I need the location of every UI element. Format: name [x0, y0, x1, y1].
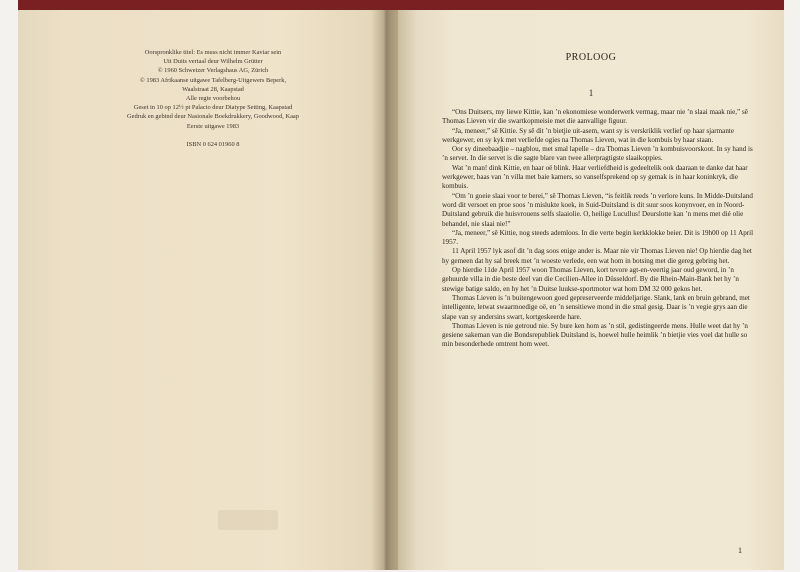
chapter-number: 1 [588, 88, 594, 98]
book-spread [18, 10, 784, 570]
colophon-line: Geset in 10 op 12½ pt Palacio deur Diatype Setting, Kaapstad [133, 104, 293, 112]
colophon-line: Eerste uitgawe 1983 [186, 122, 240, 130]
paragraph: Op hierdie 11de April 1957 woon Thomas Lieven, kort tevore agt-en-veertig jaar oud geword, in ’n gehuurde villa in die beste deel van die Cecilien-Allee in Düsseldorf. By die Rhein-Main-Bank het hy ’n stewige batige saldo, en hy het ’n Duitse luukse-sportmotor wat hom DM 32 000 gekos het. [442, 266, 739, 293]
paragraph: Oor sy dineebaadjie – nagblou, met smal lapelle – dra Thomas Lieven ’n kombuisvoorskoot. In sy hand is ’n servet. In die servet is die sagte blare van twee allerpragtigste slaaikoppies. [442, 145, 753, 163]
colophon [98, 48, 328, 149]
colophon-line: Gedruk en gebind deur Nasionale Boekdrukkery, Goodwood, Kaap [127, 113, 299, 121]
left-page [18, 10, 398, 570]
paragraph: 11 April 1957 lyk asof dit ’n dag soos enige ander is. Maar nie vir Thomas Lieven nie! Op hierdie dag het hy gemeen dat hy sal breek met ’n woeste verlede, een wat hom in botsing met die gereg gebring het. [442, 247, 752, 265]
body-text [442, 108, 758, 350]
colophon-line: Uit Duits vertaal deur Wilhelm Grütter [163, 58, 263, 66]
right-page [398, 10, 784, 570]
paragraph: Wat ’n man! dink Kittie, en haar oë blink. Haar verliefdheid is gedeeltelik ook daaraan te danke dat haar werkgewer, baas van ’n villa met baie kamers, so vanselfsprekend op sy gemak is in haar koninkryk, die kombuis. [442, 163, 748, 191]
paragraph: “Ons Duitsers, my liewe Kittie, kan ’n ekonomiese wonderwerk vermag, maar nie ’n slaai maak nie,” sê Thomas Lieven vir die swartkopmeisie met die aanvallige figuur. [442, 108, 748, 126]
paragraph: “Ja, meneer,” sê Kittie. Sy sê dit ’n bietjie uit-asem, want sy is verskriklik verlief op haar sjarmante werkgewer, en sy kyk met verliefde ogies na Thomas Lieven, wat in die kombuis by haar staan. [442, 126, 735, 144]
isbn: ISBN 0 624 01960 8 [186, 140, 240, 148]
page-number: 1 [738, 546, 742, 555]
colophon-line: © 1960 Schweizer Verlagshaus AG, Zürich [157, 67, 269, 75]
paper-stain [218, 510, 278, 530]
paragraph: Thomas Lieven is nie getroud nie. Sy bure ken hom as ’n stil, gedistingeerde mens. Hulle weet dat hy ’n gesiene sakeman van die Bondsrepubliek Duitsland is, hoewel hulle heimlik ’n bietjie vies voel dat hulle so min besonderhede omtrent hom weet. [442, 321, 748, 349]
paragraph: Thomas Lieven is ’n buitengewoon goed gepreserveerde middeljarige. Slank, lank en bruin gebrand, met intelligente, letwat swaarmoedige oë, en ’n sensitiewe mond in die smal gesig. Daar is ’n vegie grys aan die slape van sy andersins swart, kortgeskeerde hare. [442, 293, 750, 321]
paragraph: “Ja, meneer,” sê Kittie, nog steeds ademloos. In die verte begin kerkklokke beier. Dit is 19h00 op 11 April 1957. [442, 228, 754, 247]
paragraph: “Om ’n goeie slaai voor te berei,” sê Thomas Lieven, “is feitlik reeds ’n verlore kuns. In Midde-Duitsland word dit versoet en proe soos ’n mislukte koek, in Suid-Duitsland is dit suur soos konynvoer, en in Noord-Duitsland gebruik die huisvrouens selfs slaaiolie. O, heilige Lucullus! Deurslotte kan ’n mens met dié olie behandel, nie slaai nie!” [442, 191, 753, 228]
colophon-line: Waalstraat 28, Kaapstad [182, 85, 244, 93]
colophon-line: © 1983 Afrikaanse uitgawe Tafelberg-Uitgewers Beperk, [139, 76, 287, 84]
colophon-line: Oorspronklike titel: Es muss nicht immer Kaviar sein [144, 49, 282, 56]
chapter-title: PROLOOG [565, 52, 617, 63]
colophon-line: Alle regte voorbehou [185, 95, 241, 103]
